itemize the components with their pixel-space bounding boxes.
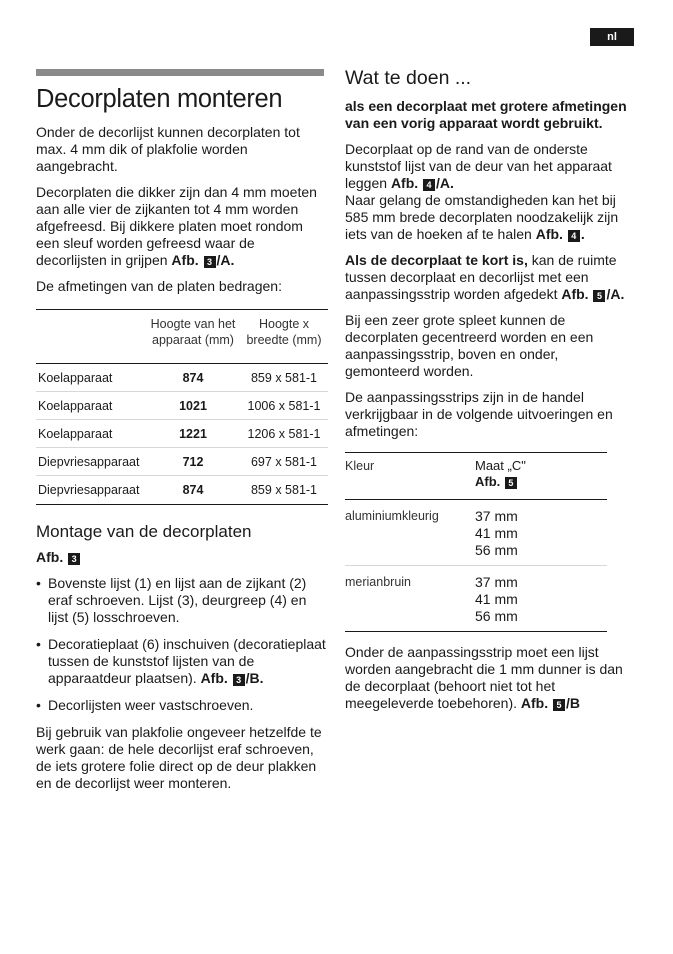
table-row: Diepvriesapparaat 874 859 x 581-1 — [38, 483, 318, 497]
dimensions-table — [36, 309, 328, 505]
language-badge: nl — [590, 28, 634, 46]
figure-reference: Afb. 3 /A. — [171, 252, 235, 268]
list-item: • Bovenste lijst (1) en lijst aan de zijkant (2) eraf schroeven. Lijst (3), deurgreep (4) en lijst (5) losschroeven. — [36, 575, 326, 626]
figure-number-box: 4 — [423, 179, 435, 191]
table-row: Koelapparaat 874 859 x 581-1 — [36, 364, 328, 392]
figure-number-box: 3 — [233, 674, 245, 686]
list-item: • Decoratieplaat (6) inschuiven (decoratieplaat tussen de kunststof lijsten van de apparaatdeur plaatsen). Afb. 3 /B. — [36, 636, 326, 687]
extra-strip-paragraph: Onder de aanpassingsstrip moet een lijst worden aangebracht die 1 mm dunner is dan de decorplaat (behoort niet tot het meegeleverde toebehoren). Afb. 5 /B — [345, 644, 623, 711]
intro-paragraph: Onder de decorlijst kunnen decorplaten tot max. 4 mm dik of plakfolie worden aangebracht. — [36, 124, 300, 174]
strips-intro: De aanpassingsstrips zijn in de handel verkrijgbaar in de volgende uitvoeringen en afmetingen: — [345, 389, 613, 439]
col-header-size: Hoogte x breedte (mm) — [246, 317, 322, 347]
table-row: aluminiumkleurig 37 mm 41 mm 56 mm — [345, 500, 607, 566]
section-rule — [36, 69, 324, 76]
table-row: Koelapparaat 1021 1006 x 581-1 — [36, 392, 328, 420]
too-short-paragraph: Als de decorplaat te kort is, kan de ruimte tussen decorplaat en decorlijst met een aanpassingsstrip worden afgedekt Afb. 5 /A. — [345, 252, 625, 302]
table-header — [36, 310, 328, 364]
figure-number-box: 5 — [505, 477, 517, 489]
table-row: merianbruin 37 mm 41 mm 56 mm — [345, 574, 518, 624]
section-title: Wat te doen ... — [345, 67, 472, 89]
dimensions-intro: De afmetingen van de platen bedragen: — [36, 278, 282, 294]
table-header: Kleur Maat „C" Afb. 5 — [345, 453, 607, 500]
table-row: Koelapparaat 1221 1206 x 581-1 — [36, 420, 328, 448]
table-row: Diepvriesapparaat 712 697 x 581-1 — [36, 448, 328, 476]
figure-number-box: 5 — [593, 290, 605, 302]
figure-number-box: 5 — [553, 699, 565, 711]
thickness-paragraph: Decorplaten die dikker zijn dan 4 mm moeten aan alle vier de zijkanten tot 4 mm worden afgefreesd. Bij dikkere platen moet rondom een sleuf worden gefreesd waar de decorlijsten in grijpen Afb. 3 /A. — [36, 184, 317, 268]
col-header-height: Hoogte van het apparaat (mm) — [150, 317, 236, 347]
placement-paragraph: Decorplaat op de rand van de onderste kunststof lijst van de deur van het apparaat leggen Afb. 4 /A. Naar gelang de omstandigheden kan het bij 585 mm brede decorplaten noodzakelijk zijn iets van de hoeken af te halen Afb. 4 . — [345, 141, 619, 242]
page-title: Decorplaten monteren — [36, 85, 283, 113]
figure-number-box: 3 — [204, 256, 216, 268]
figure-number-box: 4 — [568, 230, 580, 242]
montage-heading: Montage van de decorplaten — [36, 522, 252, 541]
right-column — [345, 66, 635, 721]
section-subtitle: als een decorplaat met grotere afmetingen van een vorig apparaat wordt gebruikt. — [345, 98, 627, 131]
figure-number-box: 3 — [68, 553, 80, 565]
list-item: • Decorlijsten weer vastschroeven. — [36, 697, 326, 714]
montage-figure-ref: Afb. 3 — [36, 549, 326, 566]
strips-table — [345, 452, 607, 632]
montage-steps — [36, 575, 326, 714]
foil-paragraph: Bij gebruik van plakfolie ongeveer hetzelfde te werk gaan: de hele decorlijst eraf schroeven, de iets grotere folie direct op de deur plakken en de decorlijst weer monteren. — [36, 724, 322, 791]
centered-paragraph: Bij een zeer grote spleet kunnen de decorplaten gecentreerd worden en een aanpassingsstrip, boven en onder, gemonteerd worden. — [345, 312, 594, 379]
left-column — [36, 69, 326, 801]
